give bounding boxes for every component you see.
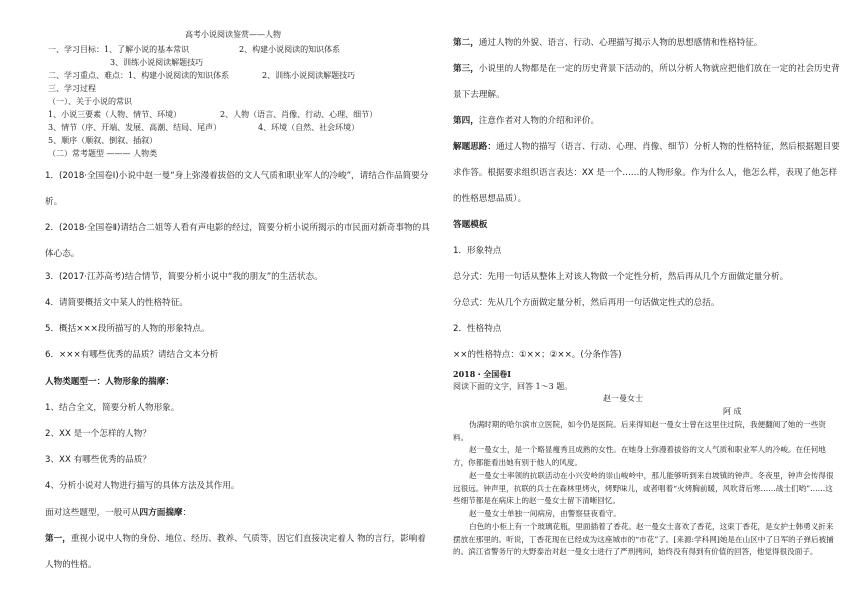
point-first [45, 526, 430, 578]
question-3: 3．(2017·江苏高考)结合情节，简要分析小说中“我的朋友”的生活状态。 [45, 272, 323, 282]
approach-emphasis: 四方面揣摩 [139, 508, 183, 518]
story-paragraph-4: 赵一曼女士单独一间病房，由警察昼夜看守。 [469, 509, 621, 518]
reading-instruction: 阅读下面的文字，回答 1～3 题。 [453, 382, 573, 391]
question-5: 5．概括×××段所描写的人物的形象特点。 [45, 324, 210, 334]
subsection-common-knowledge: （一）、关于小说的常识 [48, 97, 132, 106]
objectives-line: 一、学习目标：1、了解小说的基本常识 [48, 45, 190, 54]
objectives-item-3: 3、训练小说阅读解题技巧 [110, 58, 204, 67]
story-paragraph-1: 伪满时期的哈尔滨市立医院，如今仍是医院。后来得知赵一曼女士曾在这里住过院，我便翻阅了她的一些资料。 [453, 420, 826, 442]
type-1-item-4: 4、分析小说对人物进行描写的具体方法及其作用。 [45, 481, 240, 491]
question-1: 1．(2018·全国卷Ⅰ)小说中赵一曼“身上弥漫着拔俗的文人气质和职业军人的冷峻”，请结合作品简要分析。 [45, 171, 429, 207]
story-author: 阿 成 [723, 407, 742, 416]
approach-prefix: 面对这些题型，一般可从 [45, 508, 140, 518]
point-first-text: 重视小说中人物的身份、地位、经历、教养、气质等，因它们直接决定着人 物的言行，影响着人物的性格。 [45, 534, 426, 570]
point-third [453, 56, 841, 108]
point-second-text: 通过人物的外貌、语言、行动、心理描写揭示人物的思想感情和性格特征。 [478, 38, 763, 48]
question-6: 6．×××有哪些优秀的品质？请结合文本分析 [45, 350, 219, 360]
point-fourth-text: 注意作者对人物的介绍和评价。 [478, 116, 600, 126]
template-total-format: 总分式：先用一句话从整体上对该人物做一个定性分析，然后再从几个方面做定量分析。 [453, 272, 789, 282]
subsection-question-types: （二）常考题型 ——— 人物类 [48, 149, 158, 158]
approach-line [45, 507, 191, 519]
key-points-item-2: 2、训练小说阅读解题技巧 [262, 71, 356, 80]
question-2: 2．(2018·全国卷Ⅱ)请结合二姐等人看有声电影的经过，简要分析小说所揭示的市民面对新奇事物的具体心态。 [45, 223, 430, 259]
point-third-text: 小说里的人物都是在一定的历史背景下活动的，所以分析人物就应把他们放在一定的社会历史背景下去理解。 [453, 64, 840, 100]
solution-idea [453, 134, 841, 212]
exam-label: 2018・全国卷Ⅰ [453, 369, 512, 379]
environment-elements: 4、环境（自然、社会环境） [258, 123, 360, 132]
type-1-item-1: 1、结合全文，简要分析人物形象。 [45, 403, 180, 413]
solution-idea-label: 解题思路： [453, 142, 496, 152]
point-second [453, 30, 841, 56]
point-first-label: 第一， [45, 534, 71, 544]
point-second-label: 第二， [453, 38, 479, 48]
character-elements: 2、人物（语言、肖像、行动、心理、细节） [220, 110, 378, 119]
template-split-format: 分总式：先从几个方面做定量分析，然后再用一句话做定性式的总括。 [453, 298, 720, 308]
point-third-label: 第三， [453, 64, 479, 74]
template-item-1: 1．形象特点 [453, 246, 502, 256]
story-title: 赵一曼女士 [603, 394, 643, 403]
type-1-item-2: 2、XX 是一个怎样的人物？ [45, 429, 151, 439]
point-fourth [453, 108, 841, 134]
key-points-line: 二、学习重点、难点：1、构建小说阅读的知识体系 [48, 71, 230, 80]
objectives-item-2: 2、构建小说阅读的知识体系 [239, 45, 341, 54]
point-fourth-label: 第四， [453, 116, 479, 126]
page-title: 高考小说阅读鉴赏——人物 [185, 30, 281, 39]
story-paragraph-5: 白色的小柜上有一个玻璃花瓶，里面插着了香花。赵一曼女士喜欢了香花，这束丁香花，是女护士韩勇义折来摆放在那里的。听说，丁香花现在已经成为这座城市的“市花”了。[来源:学科网]她是在山区中了日军的子弹后被捕的。滨江省警务厅的大野泰治对赵一曼女士进行了严刑拷问，始终没有得到有价值的回答，他觉得很没面子。 [453, 522, 834, 557]
template-item-2: 2．性格特点 [453, 324, 502, 334]
template-traits: ××的性格特点：①××；②××。(分条作答) [453, 350, 622, 360]
type-1-item-3: 3、XX 有哪些优秀的品质？ [45, 455, 151, 465]
approach-suffix: ： [182, 508, 192, 518]
process-heading: 三、学习过程 [48, 84, 96, 93]
plot-line: 3、情节（序、开端、发展、高潮、结局、尾声） [48, 123, 222, 132]
order-line: 5、顺序（顺叙、倒叙、插叙） [48, 136, 158, 145]
type-1-heading: 人物类题型一：人物形象的揣摩： [45, 377, 174, 387]
template-heading: 答题模板 [453, 220, 488, 230]
story-paragraph-2: 赵一曼女士，是一个略显瘦秀且成熟的女性。在她身上弥漫着拔俗的文人气质和职业军人的冷峻。在任何地方，你都能看出她有别于他人的风度。 [453, 445, 826, 467]
three-elements-line: 1、小说三要素（人物、情节、环境） [48, 110, 182, 119]
solution-idea-text: 通过人物的描写（语言、行动、心理、肖像、细节）分析人物的性格特征，然后根据题目要求作答。根据要求组织语言表达：XX 是一个……的人物形象。作为什么人，他怎么样，表现了他怎样的性格思想品质）。 [453, 142, 840, 204]
story-paragraph-3: 赵一曼女士率领的抗联活动在小兴安岭的崇山峻岭中，那儿能够听到来自坡镇的钟声。冬夜里，钟声会传得很远很远。钟声里，抗联的兵士在森林里烤火，烤野味儿，或者唱着“火烤胸前暖，风吹背后寒……战士们哟”……这些细节都是在病床上的赵一曼女士留下清晰回忆。 [453, 471, 834, 506]
question-4: 4．请简要概括文中某人的性格特征。 [45, 298, 188, 308]
